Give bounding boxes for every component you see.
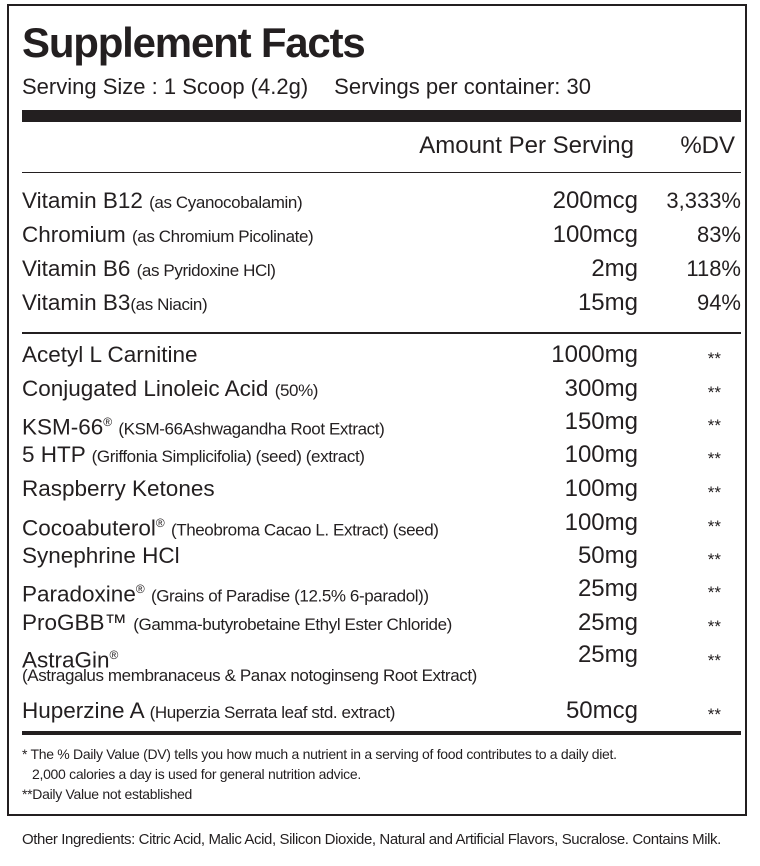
ingredient-detail: (Huperzia Serrata leaf std. extract) [149,703,396,722]
ingredient-detail: (Gamma-butyrobetaine Ethyl Ester Chloride) [133,615,452,634]
ingredient-dv: ** [707,705,721,724]
ingredient-name: ProGBB™ [22,610,128,635]
ingredient-dv: ** [707,349,721,368]
registered-mark: ® [109,648,119,662]
footer-divider [22,731,741,735]
serving-info [22,72,591,102]
ingredient-amount: 1000mg [551,341,638,368]
ingredient-dv: ** [707,383,721,402]
ingredient-name: KSM-66 [22,414,104,440]
ingredient-detail: (50%) [274,381,319,400]
vitamin-dv: 3,333% [666,188,741,213]
footnote-not-established: **Daily Value not established [22,786,193,802]
ingredient-dv: ** [707,550,721,569]
vitamin-name: Vitamin B12 [22,188,143,213]
vitamin-detail: (as Pyridoxine HCl) [136,261,276,280]
vitamin-amount: 200mcg [552,187,638,214]
ingredient-name: Acetyl L Carnitine [22,342,198,367]
ingredient-dv: ** [707,617,721,636]
header-divider [22,172,741,173]
vitamin-detail: (as Niacin) [130,295,208,314]
ingredient-dv: ** [707,449,721,468]
ingredient-amount: 150mg [564,408,638,435]
vitamin-detail: (as Cyanocobalamin) [149,193,303,212]
ingredient-detail: (Griffonia Simplicifolia) (seed) (extract) [91,447,365,466]
ingredient-name: Conjugated Linoleic Acid [22,376,269,401]
ingredient-dv: ** [707,483,721,502]
ingredient-amount: 25mg [577,575,638,602]
vitamin-dv: 94% [696,290,741,315]
vitamin-detail: (as Chromium Picolinate) [132,227,314,246]
vitamin-amount: 2mg [591,255,638,282]
registered-mark: ® [135,582,145,596]
ingredient-amount: 50mg [577,542,638,569]
ingredient-detail: (Astragalus membranaceus & Panax notoginseng Root Extract) [22,666,477,685]
ingredient-amount: 25mg [577,609,638,636]
vitamin-name: Chromium [22,222,126,247]
ingredient-name: Paradoxine [22,581,136,607]
ingredient-amount: 300mg [564,375,638,402]
ingredient-name: 5 HTP [22,442,86,467]
ingredient-name: Huperzine A [22,698,144,723]
ingredient-amount: 25mg [577,641,638,668]
footnote-dv: * The % Daily Value (DV) tells you how much a nutrient in a serving of food contributes to a daily diet. [22,746,617,762]
vitamin-amount: 15mg [577,289,638,316]
vitamin-name: Vitamin B3 [22,290,131,315]
registered-mark: ® [155,516,165,530]
registered-mark: ® [103,415,113,429]
ingredient-name: Synephrine HCl [22,543,180,568]
ingredient-amount: 50mcg [565,697,638,724]
thick-divider [22,110,741,122]
vitamin-amount: 100mcg [552,221,638,248]
servings-per-container: Servings per container: 30 [334,74,591,99]
footnotes [22,744,617,804]
ingredient-name: AstraGin [22,647,110,673]
ingredient-name: Cocoabuterol [22,515,156,541]
vitamin-dv: 83% [696,222,741,247]
dv-header: %DV [680,132,735,159]
section-divider [22,332,741,334]
ingredient-detail: (Grains of Paradise (12.5% 6-paradol)) [150,586,429,606]
ingredient-name: Raspberry Ketones [22,476,215,501]
ingredient-detail: (KSM-66Ashwagandha Root Extract) [118,419,385,439]
vitamin-dv: 118% [686,256,741,281]
ingredient-amount: 100mg [564,475,638,502]
other-ingredients: Other Ingredients: Citric Acid, Malic Acid, Silicon Dioxide, Natural and Artificial Flavors, Sucralose. Contains Milk. [22,831,721,848]
ingredient-detail: (Theobroma Cacao L. Extract) (seed) [170,520,439,540]
ingredient-dv: ** [707,583,721,602]
amount-per-serving-header: Amount Per Serving [419,132,634,159]
ingredient-dv: ** [707,416,721,435]
ingredient-amount: 100mg [564,441,638,468]
footnote-calories: 2,000 calories a day is used for general nutrition advice. [32,766,361,782]
vitamin-name: Vitamin B6 [22,256,131,281]
ingredient-dv: ** [707,651,721,670]
supplement-facts-panel [7,4,747,816]
serving-size: Serving Size : 1 Scoop (4.2g) [22,74,309,99]
ingredient-amount: 100mg [564,509,638,536]
panel-title: Supplement Facts [22,19,365,66]
ingredient-dv: ** [707,517,721,536]
